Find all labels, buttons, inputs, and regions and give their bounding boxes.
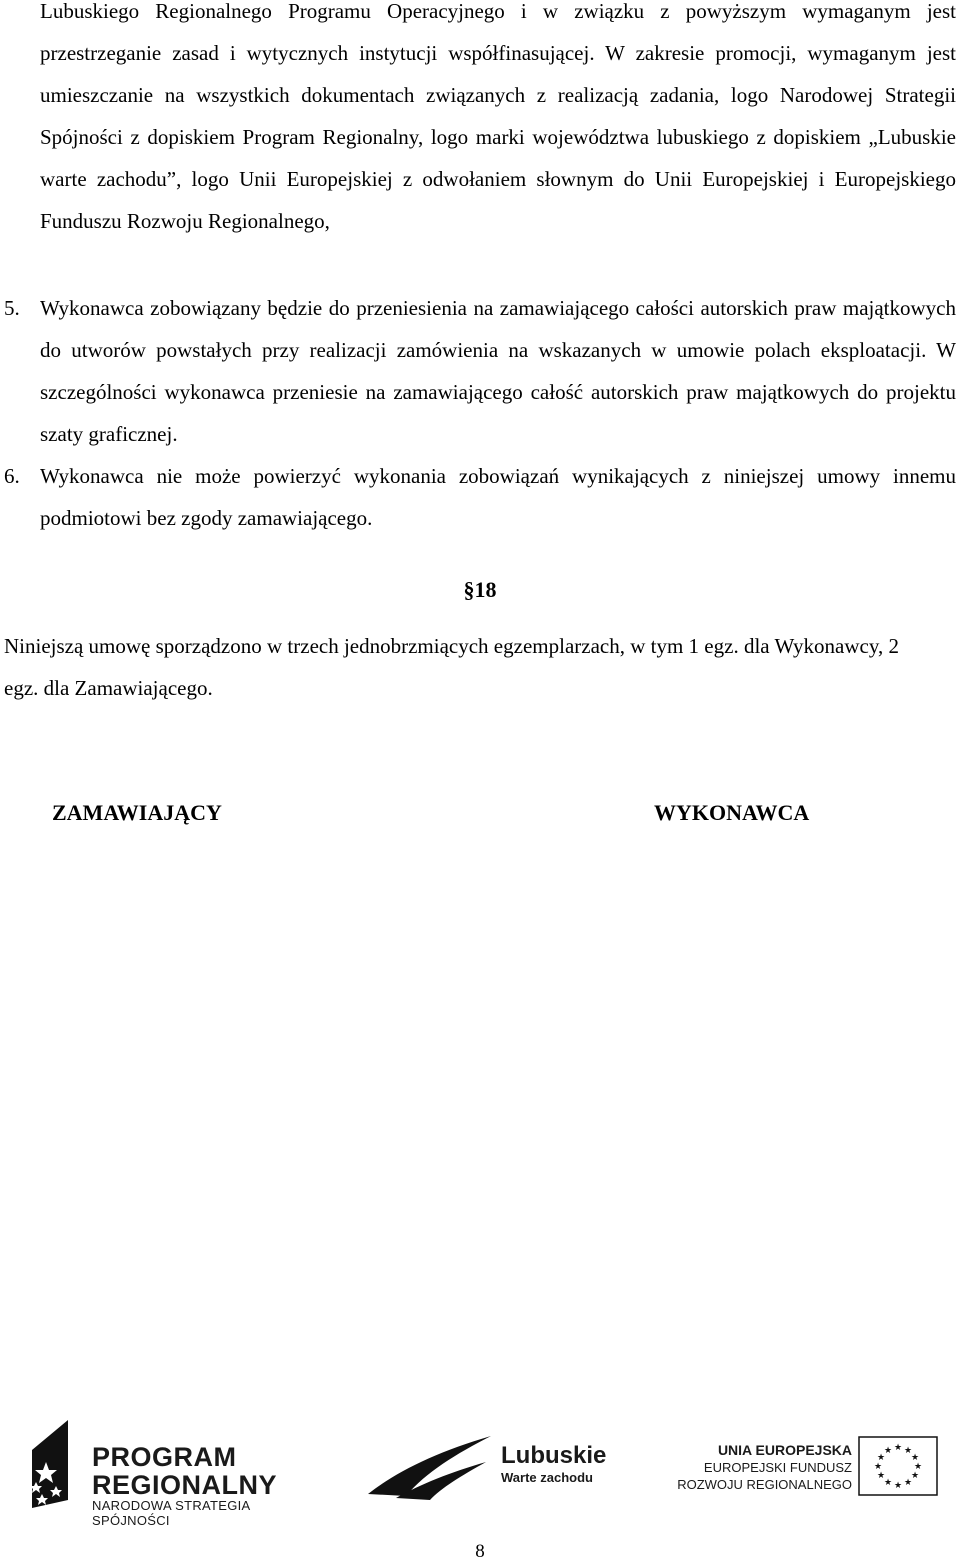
svg-text:★: ★ [876,1453,886,1463]
svg-text:★: ★ [883,1446,893,1456]
svg-text:★: ★ [876,1471,886,1481]
list-number-6: 6. [4,464,20,488]
svg-text:★: ★ [903,1478,913,1488]
svg-text:★: ★ [873,1462,883,1472]
svg-text:★: ★ [883,1478,893,1488]
svg-text:★: ★ [893,1443,903,1453]
list-item-6 [4,455,956,539]
eu-fund-text [672,1440,852,1500]
lubuskie-label: Lubuskie [501,1442,607,1469]
regionalny-label: REGIONALNY [92,1470,278,1500]
warte-zachodu-label: Warte zachodu [501,1470,593,1485]
page-number: 8 [475,1541,485,1562]
list-text-6: Wykonawca nie może powierzyć wykonania zobowiązań wynikających z niniejszej umowy innemu podmiotowi bez zgody zamawiającego. [40,464,956,530]
eu-flag-icon [858,1436,938,1496]
list-item-5 [4,287,956,455]
section-number: 18 [474,577,497,602]
section-symbol: § [463,577,475,602]
nss-label: NARODOWA STRATEGIA SPÓJNOŚCI [92,1498,250,1528]
svg-text:★: ★ [913,1462,923,1472]
nss-emblem-icon [28,1420,90,1515]
svg-text:★: ★ [893,1481,903,1491]
europejski-fundusz-label: EUROPEJSKI FUNDUSZ [703,1460,852,1475]
program-label: PROGRAM [92,1442,237,1472]
lubuskie-logo [366,1432,616,1502]
section-heading [0,570,960,610]
list-text-5: Wykonawca zobowiązany będzie do przeniesienia na zamawiającego całości autorskich praw majątkowych do utworów powstałych przy realizacji zamówienia na wskazanych w umowie polach eksploatacji. W szczególności wykonawca przeniesie na zamawiającego całość autorskich praw majątkowych do projektu szaty graficznej. [40,296,956,446]
unia-europejska-label: UNIA EUROPEJSKA [717,1442,852,1458]
signature-zamawiajacy: ZAMAWIAJĄCY [52,800,222,825]
paragraph-promotion: Lubuskiego Regionalnego Programu Operacyjnego i w związku z powyższym wymaganym jest przestrzeganie zasad i wytycznych instytucji współfinasującej. W zakresie promocji, wymaganym jest umieszczanie na wszystkich dokumentach związanych z realizacją zadania, logo Narodowej Strategii Spójności z dopiskiem Program Regionalny, logo marki województwa lubuskiego z dopiskiem „Lubuskie warte zachodu”, logo Unii Europejskiej z odwołaniem słownym do Unii Europejskiej i Europejskiego Funduszu Rozwoju Regionalnego, [40,0,956,233]
svg-text:★: ★ [910,1471,920,1481]
svg-text:★: ★ [910,1453,920,1463]
lubuskie-swoosh-icon [366,1432,496,1502]
final-paragraph: Niniejszą umowę sporządzono w trzech jednobrzmiących egzemplarzach, w tym 1 egz. dla Wykonawcy, 2 egz. dla Zamawiającego. [4,634,899,700]
program-regionalny-logo [28,1420,318,1528]
svg-text:★: ★ [903,1446,913,1456]
list-number-5: 5. [4,296,20,320]
signature-wykonawca: WYKONAWCA [654,800,810,825]
rozwoju-regionalnego-label: ROZWOJU REGIONALNEGO [677,1477,852,1492]
